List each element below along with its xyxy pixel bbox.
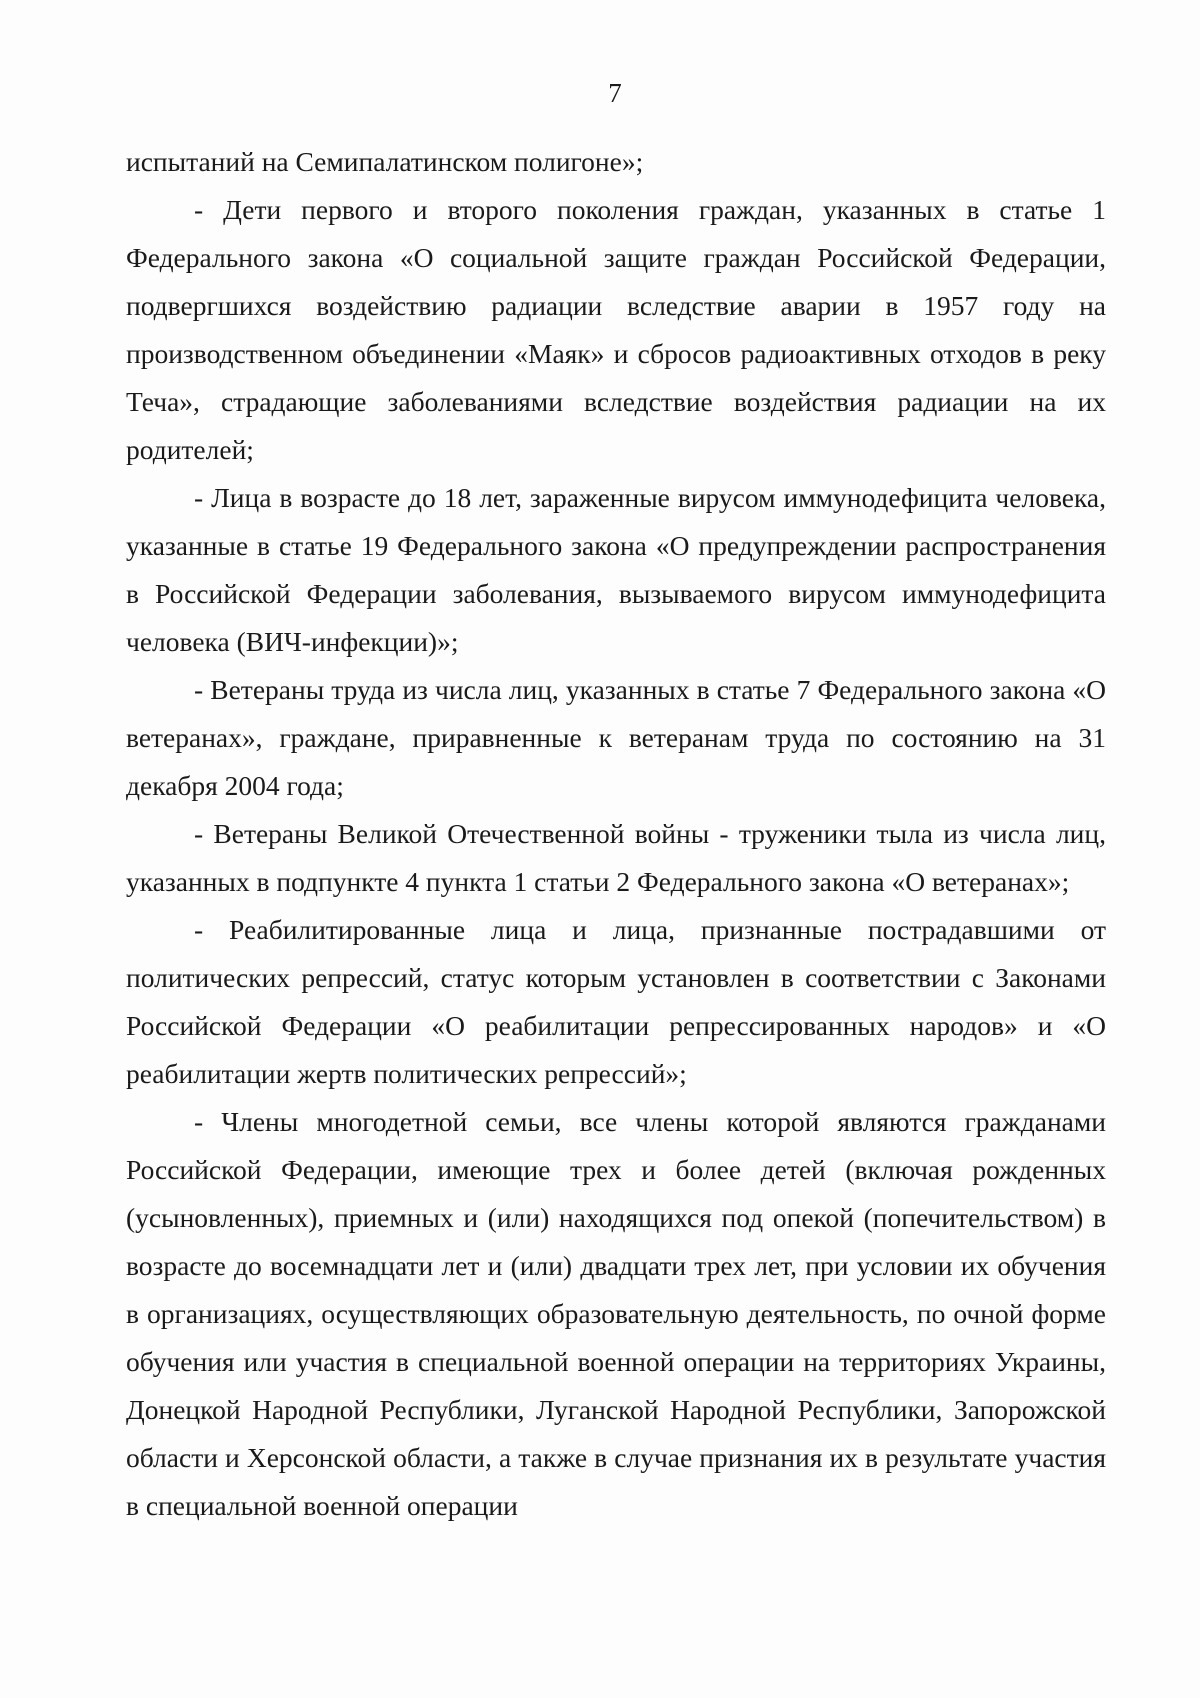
page-number: 7 xyxy=(608,78,622,108)
paragraph-large-family-members: - Члены многодетной семьи, все члены которой являются гражданами Российской Федерации, имеющие трех и более детей (включая рожденных (усыновленных), приемных и (или) находящихся под опекой (попечительством) в возрасте до восемнадцати лет и (или) двадцати трех лет, при условии их обучения в организациях, осуществляющих образовательную деятельность, по очной форме обучения или участия в специальной военной операции на территориях Украины, Донецкой Народной Республики, Луганской Народной Республики, Запорожской области и Херсонской области, а также в случае признания их в результате участия в специальной военной операции xyxy=(126,1106,1106,1521)
paragraph-rehabilitated-persons: - Реабилитированные лица и лица, признанные пострадавшими от политических репрессий, статус которым установлен в соответствии с Законами Российской Федерации «О реабилитации репрессированных народов» и «О реабилитации жертв политических репрессий»; xyxy=(126,914,1106,1089)
paragraph-chernobyl-mayak-children: - Дети первого и второго поколения граждан, указанных в статье 1 Федерального закона «О социальной защите граждан Российской Федерации, подвергшихся воздействию радиации вследствие аварии в 1957 году на производственном объединении «Маяк» и сбросов радиоактивных отходов в реку Теча», страдающие заболеваниями вследствие воздействия радиации на их родителей; xyxy=(126,194,1106,465)
paragraph-hiv-minors: - Лица в возрасте до 18 лет, зараженные вирусом иммунодефицита человека, указанные в статье 19 Федерального закона «О предупреждении распространения в Российской Федерации заболевания, вызываемого вирусом иммунодефицита человека (ВИЧ-инфекции)»; xyxy=(126,482,1106,657)
paragraph-labor-veterans: - Ветераны труда из числа лиц, указанных в статье 7 Федерального закона «О ветеранах», граждане, приравненные к ветеранам труда по состоянию на 31 декабря 2004 года; xyxy=(126,674,1106,801)
paragraph-home-front-veterans: - Ветераны Великой Отечественной войны - труженики тыла из числа лиц, указанных в подпункте 4 пункта 1 статьи 2 Федерального закона «О ветеранах»; xyxy=(126,818,1106,897)
document-body xyxy=(126,138,1106,1530)
paragraph-continuation: испытаний на Семипалатинском полигоне»; xyxy=(126,146,644,177)
